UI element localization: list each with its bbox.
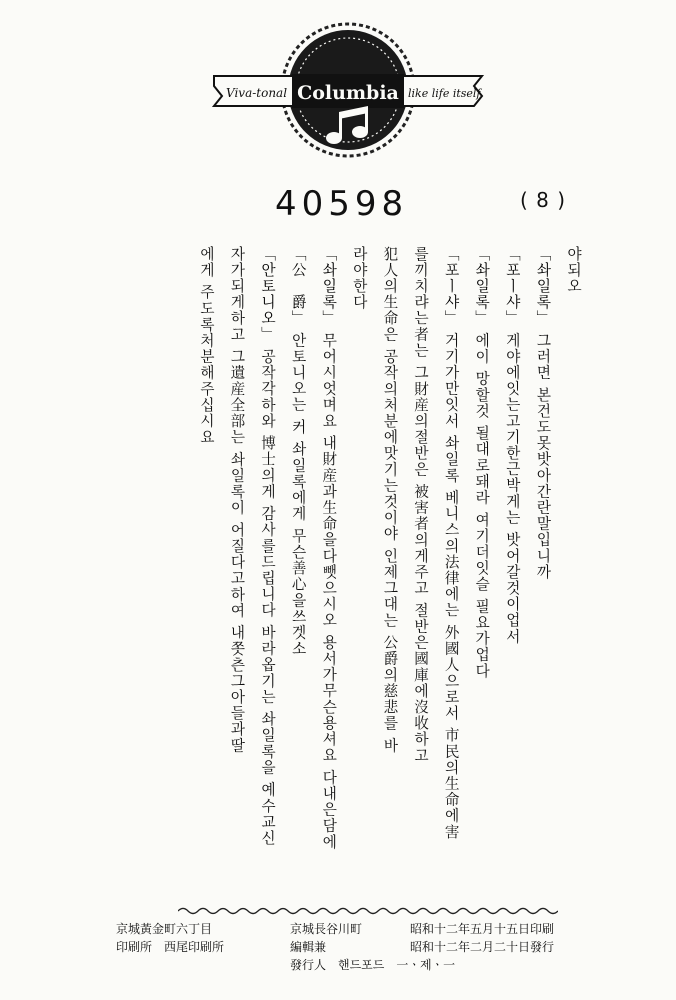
speaker-tag: 「솨일록」 — [534, 246, 552, 327]
speaker-tag: 「포ㅣ샤」 — [503, 246, 521, 327]
speaker-tag: 「포ㅣ샤」 — [442, 246, 460, 327]
script-line — [527, 246, 558, 896]
script-line — [496, 246, 527, 896]
publisher-address: 京城長谷川町 — [290, 922, 363, 936]
script-line — [435, 246, 466, 896]
speaker-tag: 「公 爵」 — [289, 246, 307, 327]
speaker-tag: 「안토니오」 — [259, 246, 277, 343]
dialogue-text: 자가되게하고 그遺産全部는 솨일록이 어질다고하여 내쫏츤그아들과딸 — [228, 246, 246, 754]
slogan-left: Viva-tonal — [226, 86, 288, 100]
printer-address: 京城黃金町六丁目 — [116, 922, 213, 936]
script-text — [190, 246, 588, 896]
speaker-tag: 「솨일록」 — [473, 246, 491, 327]
script-line — [466, 246, 497, 896]
dialogue-text: 에게 주도록처분해주십시요 — [197, 246, 215, 446]
slogan-right: like life itself — [408, 87, 481, 100]
print-date: 昭和十二年五月十五日印刷 — [410, 922, 555, 936]
speaker-tag: 「솨일록」 — [320, 246, 338, 327]
dialogue-text: 그러면 본건도못밧아간란말입니까 — [534, 332, 552, 581]
dialogue-text: 犯人의生命은 공작의처분에맛기는것이야 인제그대는 公爵의慈悲를 바 — [381, 246, 399, 754]
publish-date: 昭和十二年二月二十日發行 — [410, 940, 555, 954]
script-line — [404, 246, 435, 896]
wavy-divider — [178, 906, 558, 916]
script-line — [343, 246, 374, 896]
script-line — [251, 246, 282, 896]
dialogue-text: 거기가만잇서 솨일록 베니스의法律에는 外國人으로서 市民의生命에害 — [442, 332, 460, 841]
colophon-printer — [116, 920, 224, 956]
colophon-dates — [410, 920, 554, 956]
catalog-number: 40598 — [275, 184, 409, 224]
script-line — [282, 246, 313, 896]
columbia-emblem-icon — [208, 20, 488, 165]
editor-label: 編輯兼 — [290, 940, 327, 954]
dialogue-text: 야되오 — [565, 246, 582, 295]
script-line — [557, 246, 588, 896]
dialogue-text: 무어시엇며요 내財産과生命을다뺏으시오 용서가무슨용셔요 다내은담에 — [320, 332, 338, 851]
dialogue-text: 게야에잇는고기한근박게는 밧어갈것이업서 — [503, 332, 521, 645]
dialogue-text: 안토니오는 커 솨일록에게 무슨善心을쓰겟소 — [289, 332, 307, 657]
dialogue-text: 를끼치랴는者는 그財産의절반은 被害者의게주고 절반은國庫에沒收하고 — [412, 246, 430, 764]
page-number: ( 8 ) — [520, 188, 567, 212]
dialogue-text: 라야한다 — [350, 246, 368, 311]
dialogue-text: 에이 망할것 될대로돼라 여기더잇슬 필요가업다 — [473, 332, 491, 680]
dialogue-text: 공작각하와 博士의게 감사를드립니다 바라옵기는 솨일록을 예수교신 — [259, 348, 277, 847]
brand-name: Columbia — [297, 82, 399, 104]
columbia-logo — [208, 20, 488, 165]
script-line — [221, 246, 252, 896]
script-line — [313, 246, 344, 896]
script-line — [190, 246, 221, 896]
script-line — [374, 246, 405, 896]
printer-name: 印刷所 西尾印刷所 — [116, 940, 225, 954]
publisher-name: 發行人 핸드포드 一ㆍ제ㆍ一 — [290, 958, 456, 972]
